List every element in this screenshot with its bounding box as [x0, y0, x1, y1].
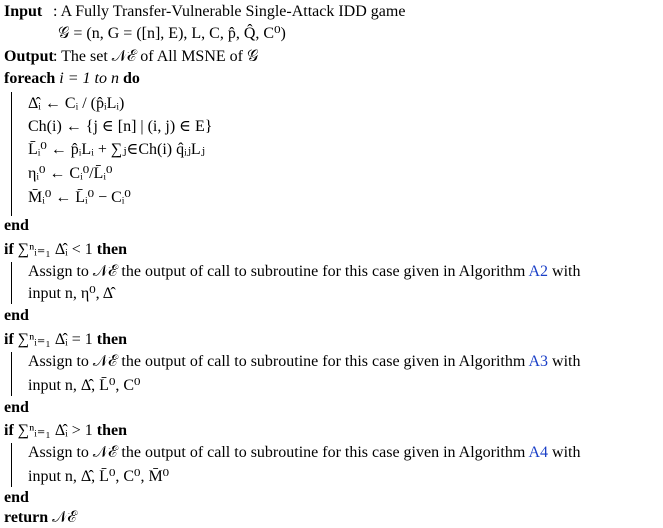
case3-body: Assign to 𝒩ℰ the output of call to subroutine for this case given in Algorithm A4 with [28, 444, 581, 461]
case2-block-rule [11, 352, 12, 396]
input-description: : A Fully Transfer-Vulnerable Single-Attack IDD game [53, 3, 406, 20]
output-label: Output [4, 48, 54, 65]
return-keyword: return [4, 509, 49, 526]
loop-line-lbar: L̄ᵢ⁰ ← p̂ᵢLᵢ + ∑ⱼ∈Ch(i) q̂ᵢⱼLⱼ [28, 141, 205, 158]
algorithm-link-a2[interactable]: A2 [528, 263, 549, 280]
if-keyword: if [4, 241, 14, 258]
foreach-line [4, 69, 140, 89]
return-line [4, 508, 77, 528]
if-line-1 [4, 240, 127, 260]
end-case1: end [4, 307, 29, 324]
if-line-2: if ∑ⁿᵢ₌₁ Δ̂ᵢ = 1 then [4, 331, 128, 348]
loop-line-eta: ηᵢ⁰ ← Cᵢ⁰/L̄ᵢ⁰ [28, 165, 113, 182]
return-value: 𝒩ℰ [52, 509, 77, 526]
loop-line-mbar: M̄ᵢ⁰ ← L̄ᵢ⁰ − Cᵢ⁰ [28, 189, 131, 206]
case1-body: Assign to 𝒩ℰ the output of call to subroutine for this case given in Algorithm A2 with [28, 263, 581, 280]
case3-block-rule [11, 443, 12, 487]
input-line-2 [58, 24, 286, 44]
then-keyword: then [96, 241, 128, 258]
input-label: Input [4, 3, 43, 20]
case3-input: input n, Δ̂, L̄⁰, C⁰, M̄⁰ [28, 468, 170, 485]
do-keyword: do [122, 70, 140, 87]
end-case2: end [4, 399, 29, 416]
case2-body: Assign to 𝒩ℰ the output of call to subroutine for this case given in Algorithm A3 with [28, 353, 581, 370]
case1-block-rule [11, 262, 12, 304]
input-line-1 [4, 2, 405, 22]
end-foreach: end [4, 217, 29, 234]
foreach-keyword: foreach [4, 70, 56, 87]
foreach-range: i = 1 to n [59, 70, 119, 87]
condition-equal: ∑ⁿᵢ₌₁ Δ̂ᵢ = 1 [17, 331, 93, 348]
condition-less: ∑ⁿᵢ₌₁ Δ̂ᵢ < 1 [17, 241, 93, 258]
foreach-block-rule [11, 92, 12, 216]
if-line-3: if ∑ⁿᵢ₌₁ Δ̂ᵢ > 1 then [4, 422, 128, 439]
loop-line-children: Ch(i) ← {j ∈ [n] | (i, j) ∈ E} [28, 118, 213, 135]
output-description: : The set 𝒩ℰ of All MSNE of 𝒢 [53, 48, 259, 65]
algorithm-link-a3[interactable]: A3 [528, 353, 549, 370]
algorithm-link-a4[interactable]: A4 [528, 444, 549, 461]
loop-line-delta: Δ̂ᵢ ← Cᵢ / (p̂ᵢLᵢ) [28, 95, 125, 112]
output-line [4, 47, 258, 67]
case2-input: input n, Δ̂, L̄⁰, C⁰ [28, 377, 141, 394]
case1-input: input n, η⁰, Δ̂ [28, 285, 114, 302]
end-case3: end [4, 489, 29, 506]
game-definition: 𝒢 = (n, G = ([n], E), L, C, p̂, Q̂, C⁰) [58, 25, 286, 42]
condition-greater: ∑ⁿᵢ₌₁ Δ̂ᵢ > 1 [17, 422, 93, 439]
